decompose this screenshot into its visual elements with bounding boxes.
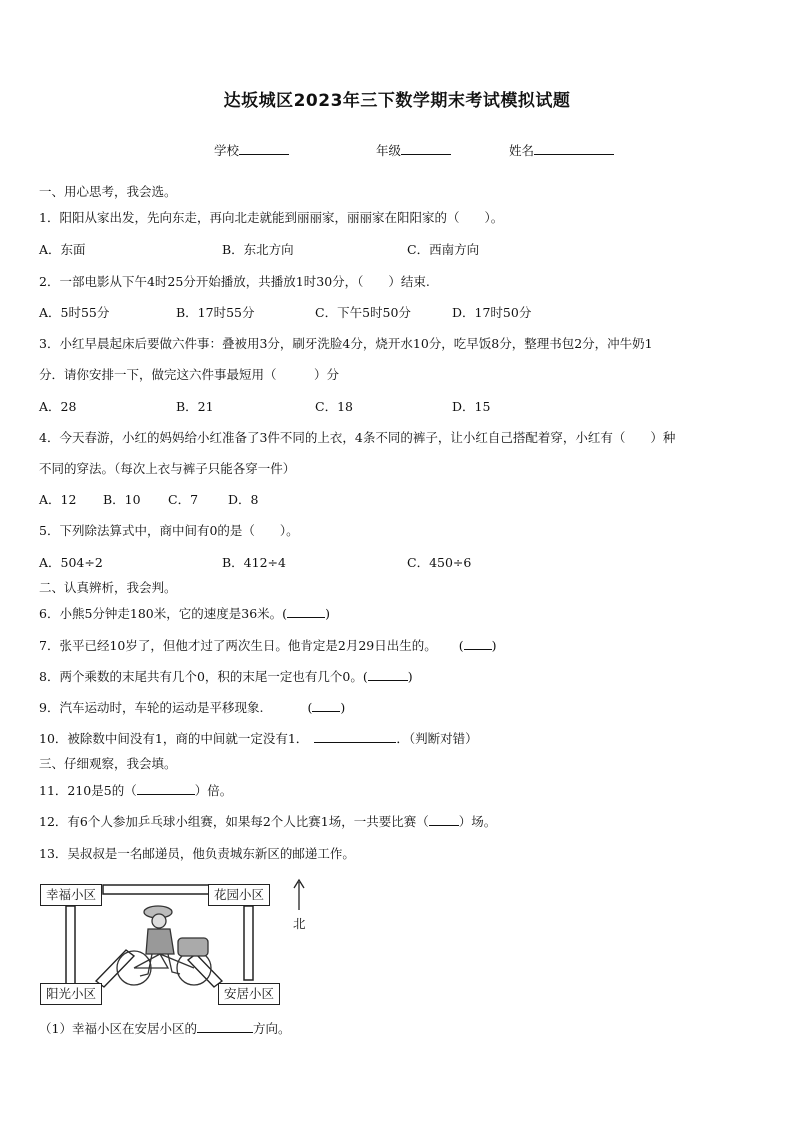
q13-part-1-suffix: 方向。 (252, 1021, 291, 1036)
school-label: 学校 (214, 143, 240, 158)
q2-option-b[interactable]: B．17时55分 (176, 305, 255, 320)
location-huayuan: 花园小区 (208, 884, 270, 906)
question-12-suffix: ）场。 (458, 814, 497, 829)
question-11-text: 11．210是5的（ (39, 783, 137, 798)
question-9-text: 9．汽车运动时，车轮的运动是平移现象. (39, 700, 264, 715)
q9-answer-blank[interactable] (312, 699, 340, 712)
q4-option-c[interactable]: C．7 (168, 492, 199, 507)
location-yangguang: 阳光小区 (40, 983, 102, 1005)
name-field (509, 141, 614, 159)
name-label: 姓名 (509, 143, 535, 158)
question-3-line-1: 3．小红早晨起床后要做六件事：叠被用3分，刷牙洗脸4分，烧开水10分，吃早饭8分，整理书包2分，冲牛奶1 (39, 336, 653, 351)
question-3-line-2: 分．请你安排一下，做完这六件事最短用（ ）分 (39, 367, 340, 382)
section-2-heading: 二、认真辨析，我会判。 (39, 580, 177, 595)
question-5: 5．下列除法算式中，商中间有0的是（ ）。 (39, 523, 299, 538)
q5-option-a[interactable]: A．504÷2 (39, 555, 103, 570)
q7-answer-blank[interactable] (464, 637, 492, 650)
q8-paren-close: ) (407, 669, 413, 684)
question-8-text: 8．两个乘数的末尾共有几个0，积的末尾一定也有几个0。 (39, 669, 363, 684)
section-1-heading: 一、用心思考，我会选。 (39, 184, 177, 199)
question-13: 13．吴叔叔是一名邮递员，他负责城东新区的邮递工作。 (39, 846, 355, 861)
question-6 (39, 604, 330, 622)
q3-option-c[interactable]: C．18 (315, 399, 353, 414)
q8-paren-open: ( (362, 669, 368, 684)
school-blank[interactable] (239, 141, 289, 155)
location-anju: 安居小区 (218, 983, 280, 1005)
grade-blank[interactable] (401, 141, 451, 155)
q1-option-b[interactable]: B．东北方向 (222, 242, 294, 257)
question-11 (39, 781, 232, 799)
section-3-heading: 三、仔细观察，我会填。 (39, 756, 177, 771)
question-11-suffix: ）倍。 (194, 783, 233, 798)
grade-label: 年级 (376, 143, 402, 158)
district-map (38, 876, 328, 1011)
q1-option-a[interactable]: A．东面 (39, 242, 86, 257)
grade-field (376, 141, 451, 159)
school-field (214, 141, 289, 159)
question-9 (39, 698, 345, 716)
q4-option-b[interactable]: B．10 (103, 492, 141, 507)
north-label: 北 (293, 916, 306, 931)
q7-paren-open: ( (458, 638, 464, 653)
q5-option-c[interactable]: C．450÷6 (407, 555, 472, 570)
q4-option-d[interactable]: D．8 (228, 492, 259, 507)
question-10 (39, 729, 478, 747)
q10-answer-blank[interactable] (314, 730, 396, 743)
q9-paren-close: ) (340, 700, 346, 715)
q3-option-b[interactable]: B．21 (176, 399, 214, 414)
q12-answer-blank[interactable] (429, 813, 459, 826)
question-10-suffix: ．（判断对错） (396, 731, 478, 746)
question-1: 1．阳阳从家出发，先向东走，再向北走就能到丽丽家，丽丽家在阳阳家的（ ）。 (39, 210, 504, 225)
q5-option-b[interactable]: B．412÷4 (222, 555, 286, 570)
question-10-text: 10．被除数中间没有1，商的中间就一定没有1． (39, 731, 309, 746)
q6-answer-blank[interactable] (287, 605, 325, 618)
q6-paren-open: ( (282, 606, 288, 621)
location-xingfu: 幸福小区 (40, 884, 102, 906)
q4-option-a[interactable]: A．12 (39, 492, 77, 507)
q6-paren-close: ) (325, 606, 330, 621)
name-blank[interactable] (534, 141, 614, 155)
q9-paren-open: ( (307, 700, 313, 715)
page-title: 达坂城区2023年三下数学期末考试模拟试题 (223, 91, 571, 111)
question-7-text: 7．张平已经10岁了，但他才过了两次生日。他肯定是2月29日出生的。 (39, 638, 437, 653)
q13-part-1-blank[interactable] (197, 1020, 253, 1033)
q2-option-d[interactable]: D．17时50分 (452, 305, 532, 320)
q11-answer-blank[interactable] (137, 782, 195, 795)
q2-option-a[interactable]: A．5时55分 (39, 305, 110, 320)
q3-option-a[interactable]: A．28 (39, 399, 77, 414)
question-12-text: 12．有6个人参加乒乓球小组赛，如果每2个人比赛1场，一共要比赛（ (39, 814, 429, 829)
question-13-part-1 (39, 1019, 290, 1037)
question-4-line-2: 不同的穿法。（每次上衣与裤子只能各穿一件） (39, 461, 296, 476)
question-6-text: 6．小熊5分钟走180米，它的速度是36米。 (39, 606, 283, 621)
postman-illustration (117, 906, 211, 985)
q3-option-d[interactable]: D．15 (452, 399, 491, 414)
q1-option-c[interactable]: C．西南方向 (407, 242, 480, 257)
q13-part-1-text: （1）幸福小区在安居小区的 (39, 1021, 197, 1036)
question-4-line-1: 4．今天春游，小红的妈妈给小红准备了3件不同的上衣，4条不同的裤子，让小红自己搭配着穿，小红有（ ）种 (39, 430, 676, 445)
q7-paren-close: ) (491, 638, 497, 653)
question-12 (39, 812, 496, 830)
question-7 (39, 636, 497, 654)
q8-answer-blank[interactable] (368, 668, 408, 681)
q2-option-c[interactable]: C．下午5时50分 (315, 305, 411, 320)
question-8 (39, 667, 413, 685)
question-2: 2．一部电影从下午4时25分开始播放，共播放1时30分，（ ）结束. (39, 274, 430, 289)
